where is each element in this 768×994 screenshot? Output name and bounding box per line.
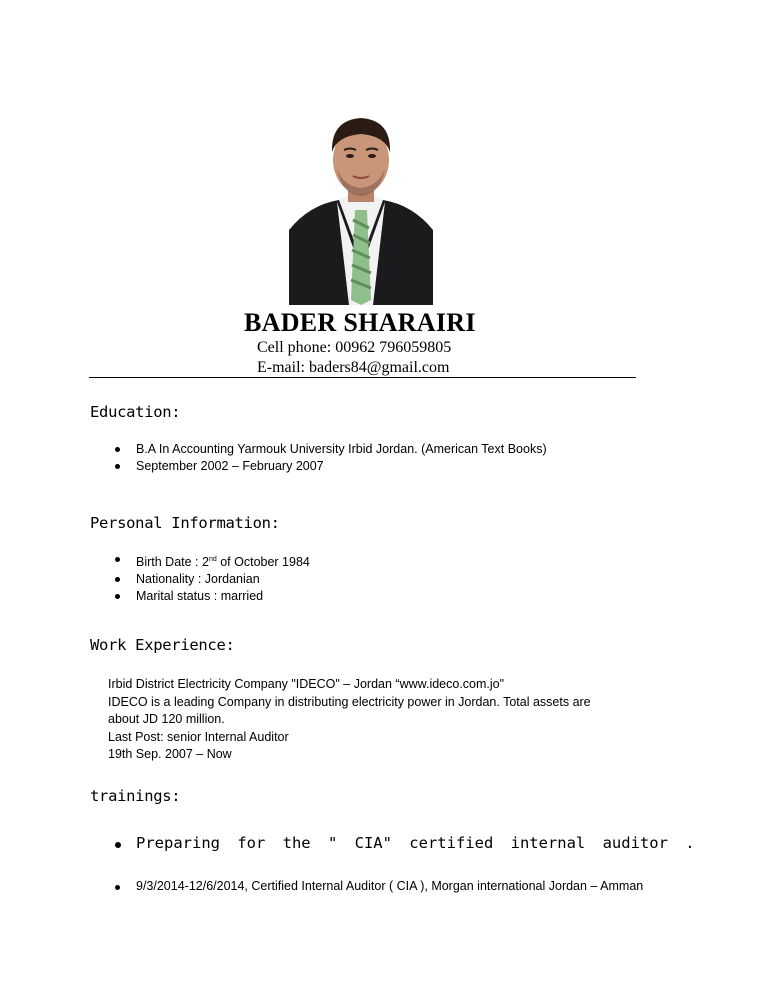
work-line: IDECO is a leading Company in distributing electricity power in Jordan. Total assets are	[108, 694, 591, 709]
training-item: 9/3/2014-12/6/2014, Certified Internal Auditor ( CIA ), Morgan international Jordan – Amman	[112, 879, 643, 893]
list-item: Marital status : married	[112, 588, 310, 605]
profile-photo	[289, 110, 433, 305]
list-item: September 2002 – February 2007	[112, 458, 547, 475]
work-line: Last Post: senior Internal Auditor	[108, 729, 289, 744]
bullet-icon	[115, 885, 120, 890]
work-details	[108, 676, 591, 764]
candidate-name: BADER SHARAIRI	[244, 308, 476, 337]
training-item: Preparing for the " CIA" certified internal auditor .	[112, 834, 695, 852]
work-heading: Work Experience:	[90, 636, 235, 654]
work-line: Irbid District Electricity Company "IDECO" – Jordan “www.ideco.com.jo"	[108, 677, 505, 691]
personal-heading: Personal Information:	[90, 514, 280, 532]
bullet-icon	[115, 464, 120, 469]
bullet-icon	[115, 577, 120, 582]
education-heading: Education:	[90, 403, 181, 421]
bullet-icon	[115, 842, 121, 848]
bullet-icon	[115, 594, 120, 599]
list-item: Birth Date : 2nd of October 1984	[112, 551, 310, 571]
personal-list	[112, 551, 310, 605]
trainings-heading: trainings:	[90, 787, 181, 805]
header-divider	[89, 377, 636, 378]
work-line: about JD 120 million.	[108, 712, 225, 726]
work-line: 19th Sep. 2007 – Now	[108, 747, 232, 761]
phone-line: Cell phone: 00962 796059805	[257, 339, 452, 356]
bullet-icon	[115, 447, 120, 452]
portrait-image	[289, 110, 433, 305]
education-list	[112, 441, 547, 475]
list-item: Nationality : Jordanian	[112, 571, 310, 588]
bullet-icon	[115, 557, 120, 562]
email-line: E-mail: baders84@gmail.com	[257, 359, 450, 376]
list-item: B.A In Accounting Yarmouk University Irbid Jordan. (American Text Books)	[112, 441, 547, 458]
